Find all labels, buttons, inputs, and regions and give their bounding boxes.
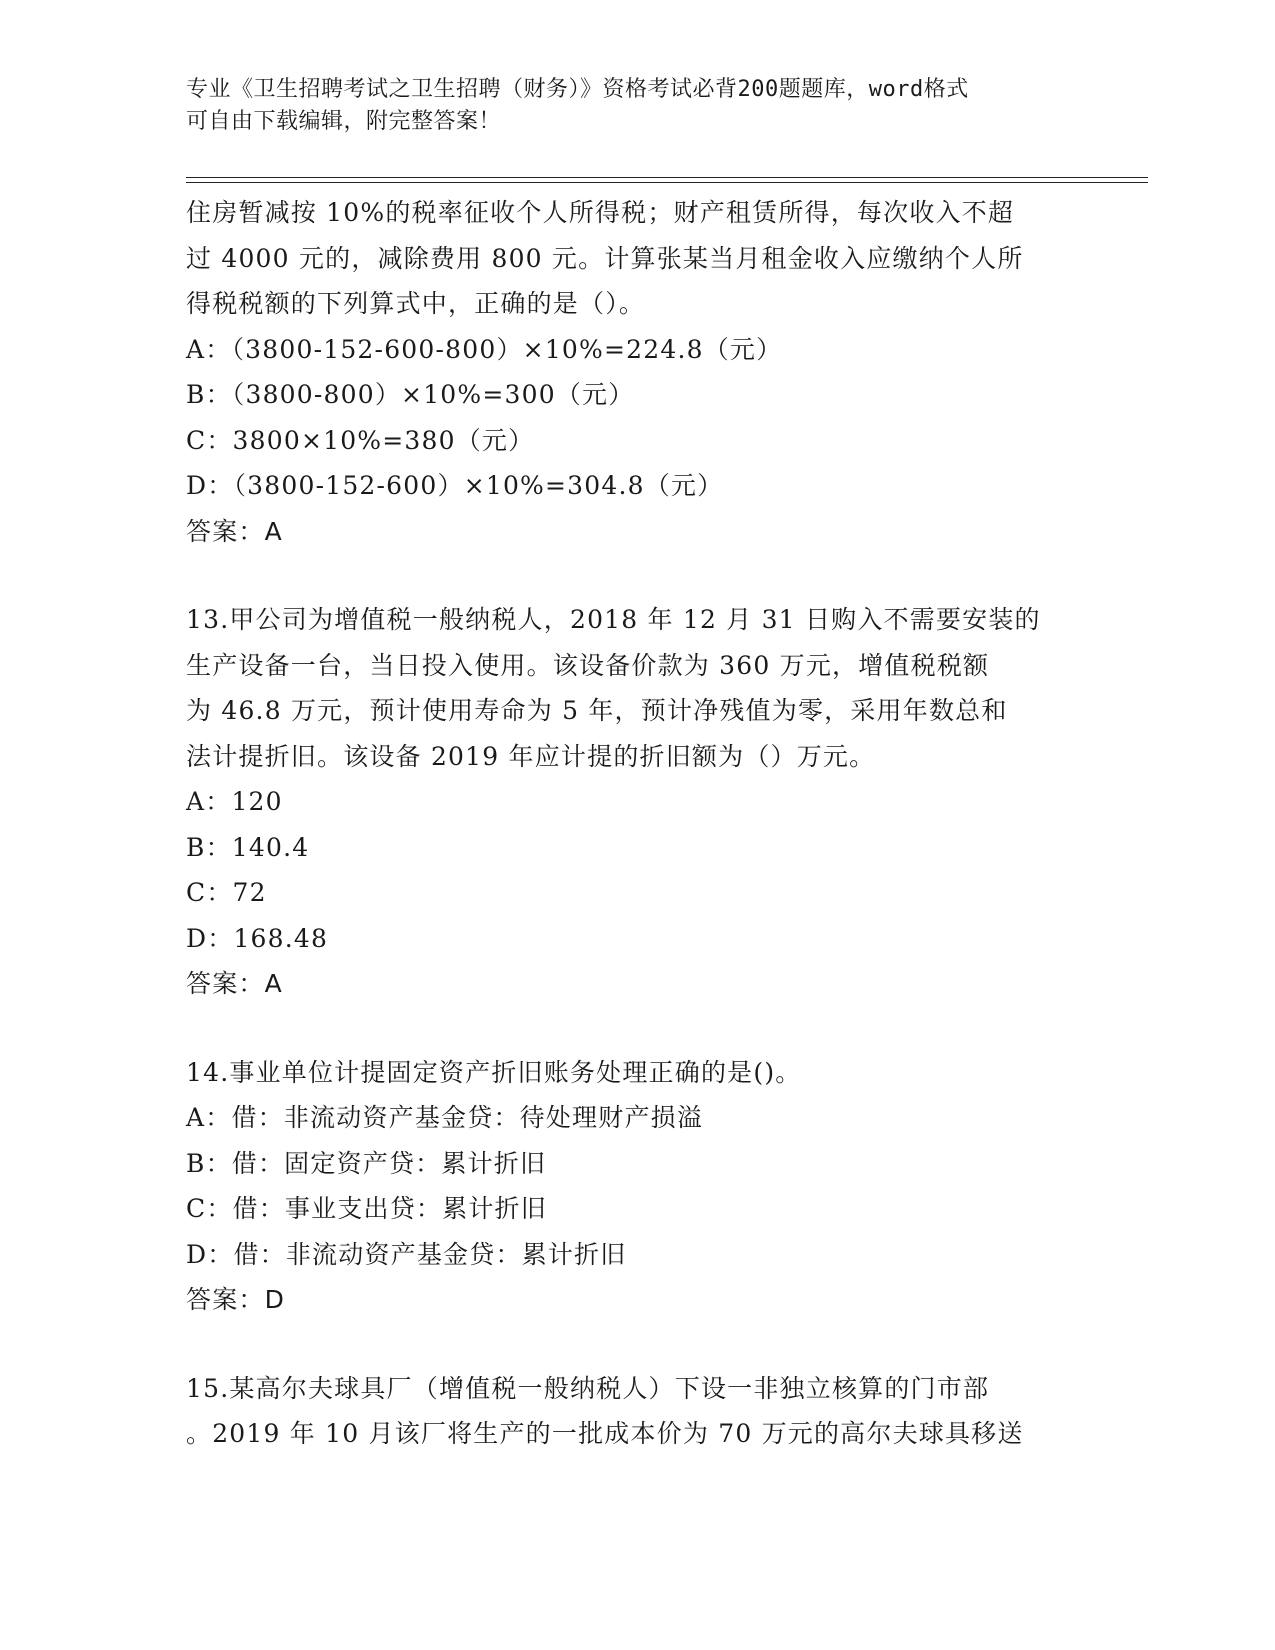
- question-spacer: [186, 1007, 1086, 1050]
- option-b: B：（3800-800）×10%=300（元）: [186, 380, 635, 409]
- option-c: C：借：事业支出贷：累计折旧: [186, 1194, 547, 1223]
- header-title-line-2: 可自由下载编辑，附完整答案！: [186, 109, 502, 134]
- question-list: [186, 190, 1086, 1457]
- question-stem-line: 为 46.8 万元，预计使用寿命为 5 年，预计净残值为零，采用年数总和: [186, 696, 1008, 725]
- option-d: D：借：非流动资产基金贷：累计折旧: [186, 1239, 627, 1269]
- question-stem-line: 生产设备一台，当日投入使用。该设备价款为 360 万元，增值税税额: [186, 650, 990, 680]
- answer-line: 答案：A: [186, 516, 283, 546]
- question-12: [186, 190, 1086, 554]
- header-divider-bottom: [186, 182, 1148, 183]
- option-a: A：借：非流动资产基金贷：待处理财产损溢: [186, 1103, 704, 1132]
- question-13: [186, 597, 1086, 1007]
- question-14: [186, 1050, 1086, 1323]
- option-c: C：72: [186, 878, 267, 907]
- question-stem-line: 13.甲公司为增值税一般纳税人，2018 年 12 月 31 日购入不需要安装的: [186, 605, 1041, 634]
- option-c: C：3800×10%=380（元）: [186, 425, 535, 455]
- answer-line: 答案：D: [186, 1285, 286, 1314]
- question-stem-line: 过 4000 元的，减除费用 800 元。计算张某当月租金收入应缴纳个人所: [186, 243, 1024, 273]
- question-spacer: [186, 554, 1086, 597]
- question-15: [186, 1366, 1086, 1457]
- document-header: [186, 74, 1076, 138]
- option-b: B：140.4: [186, 832, 310, 862]
- option-d: D：（3800-152-600）×10%=304.8（元）: [186, 471, 724, 500]
- option-b: B：借：固定资产贷：累计折旧: [186, 1148, 547, 1178]
- option-a: A：120: [186, 787, 283, 816]
- header-divider-top: [186, 177, 1148, 178]
- question-stem-line: 得税税额的下列算式中，正确的是（）。: [186, 289, 646, 318]
- option-a: A：（3800-152-600-800）×10%=224.8（元）: [186, 334, 783, 364]
- question-stem-line: 14.事业单位计提固定资产折旧账务处理正确的是()。: [186, 1057, 802, 1087]
- question-stem-line: 15.某高尔夫球具厂（增值税一般纳税人）下设一非独立核算的门市部: [186, 1373, 990, 1403]
- question-stem-line: 法计提折旧。该设备 2019 年应计提的折旧额为（）万元。: [186, 741, 876, 771]
- header-title-line-1: 专业《卫生招聘考试之卫生招聘（财务）》资格考试必背200题题库，word格式: [186, 77, 969, 102]
- option-d: D：168.48: [186, 923, 329, 953]
- answer-line: 答案：A: [186, 969, 283, 998]
- question-stem-line: 。2019 年 10 月该厂将生产的一批成本价为 70 万元的高尔夫球具移送: [186, 1419, 1024, 1448]
- question-spacer: [186, 1323, 1086, 1366]
- question-stem-line: 住房暂减按 10%的税率征收个人所得税；财产租赁所得，每次收入不超: [186, 198, 1015, 227]
